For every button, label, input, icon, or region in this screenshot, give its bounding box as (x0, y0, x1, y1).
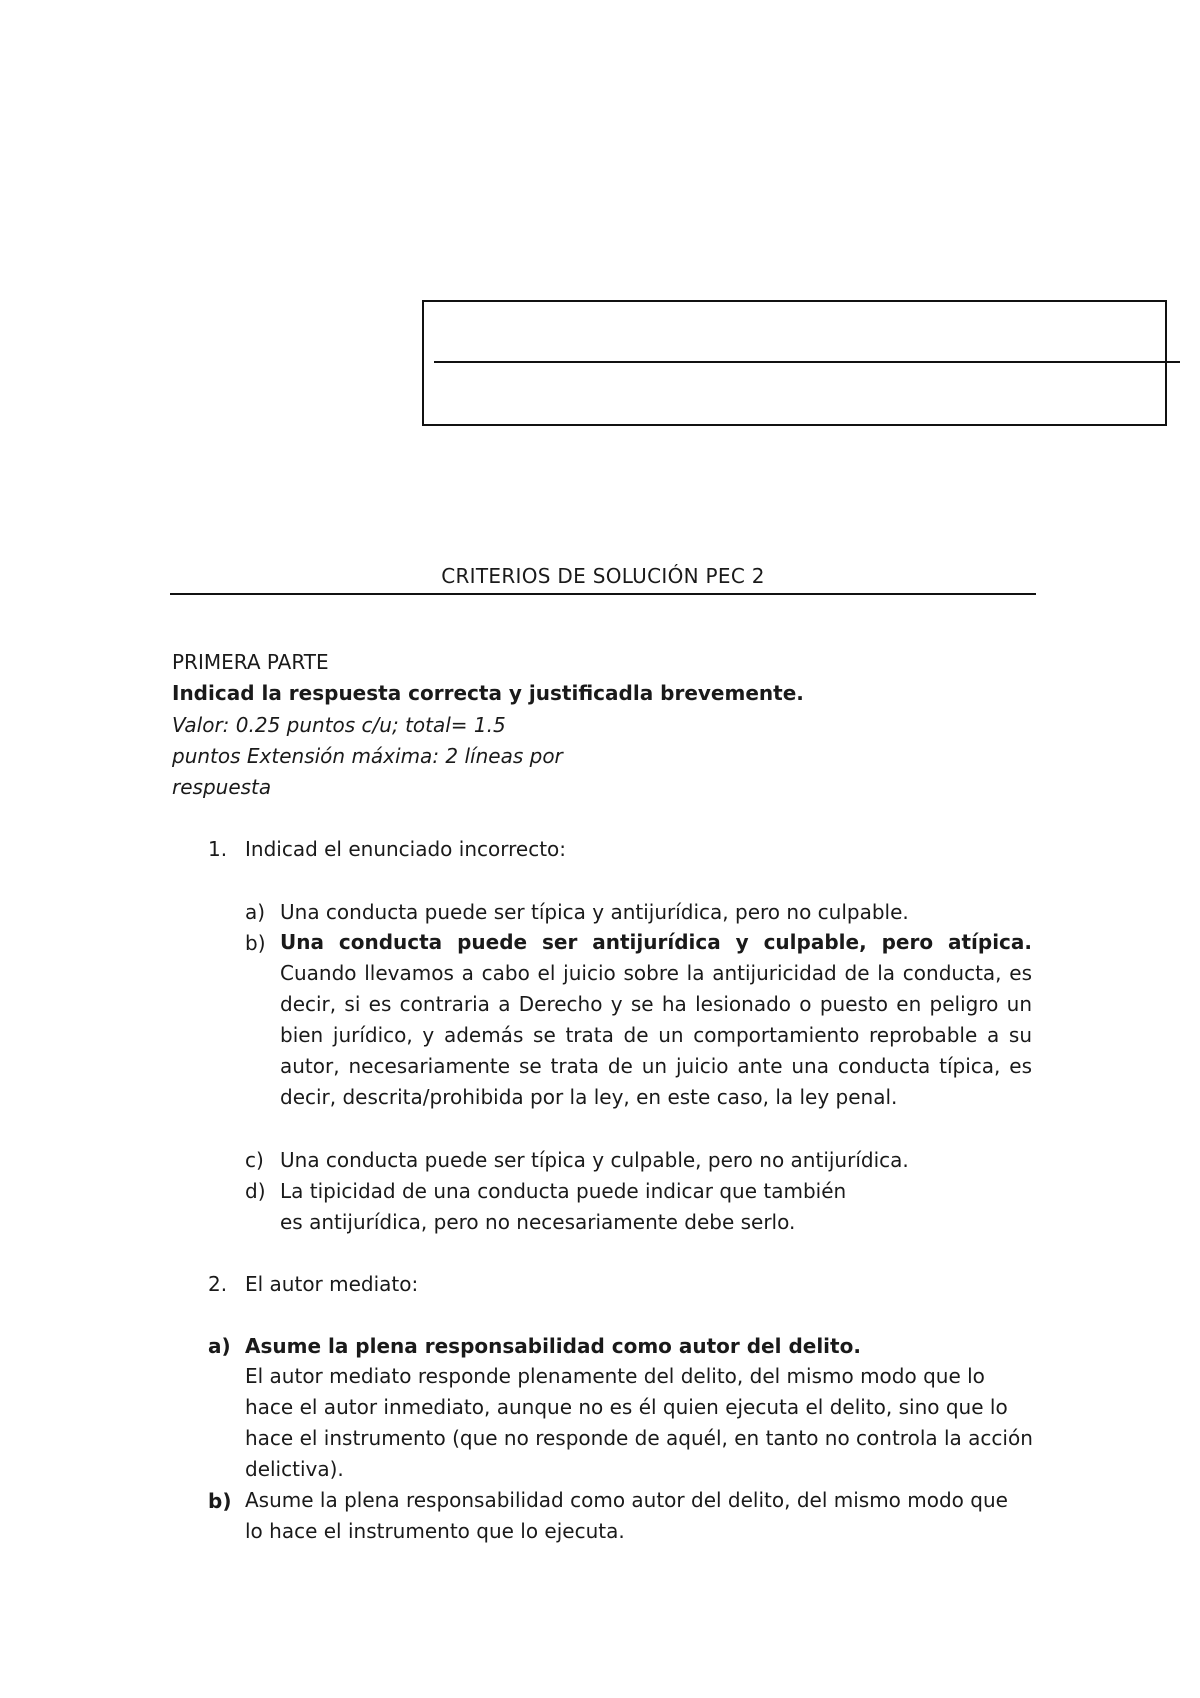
page-title: CRITERIOS DE SOLUCIÓN PEC 2 (441, 564, 765, 588)
option-letter: b) (208, 1489, 232, 1513)
question-number: 1. (208, 837, 228, 861)
correct-answer-text: Una conducta puede ser antijurídica y culpable, pero atípica. (280, 930, 1032, 954)
option-letter: a) (208, 1334, 231, 1358)
option-text: Asume la plena responsabilidad como autor del delito, del mismo modo que lo hace el instrumento que lo ejecuta. (245, 1488, 1008, 1543)
option-letter: d) (245, 1179, 266, 1203)
header-box (422, 300, 1167, 426)
justification-text: Cuando llevamos a cabo el juicio sobre la antijuricidad de la conducta, es decir, si es contraria a Derecho y se ha lesionado o puesto en peligro un bien jurídico, y además se trata de un comportamiento reprobable a su autor, necesariamente se trata de un juicio ante una conducta típica, es decir, descrita/prohibida por la ley, en este caso, la ley penal. (280, 961, 1032, 1109)
option-text: Una conducta puede ser típica y antijurídica, pero no culpable. (280, 900, 909, 924)
option-letter: c) (245, 1148, 264, 1172)
option-text-line: La tipicidad de una conducta puede indicar que también (280, 1179, 847, 1203)
section-heading: PRIMERA PARTE (172, 650, 329, 674)
title-rule (170, 593, 1036, 595)
option-text: Una conducta puede ser típica y culpable, pero no antijurídica. (280, 1148, 909, 1172)
correct-answer-text: Asume la plena responsabilidad como autor del delito. (245, 1334, 861, 1358)
justification-text: El autor mediato responde plenamente del delito, del mismo modo que lo hace el autor inmediato, aunque no es él quien ejecuta el delito, sino que lo hace el instrumento (que no responde de aquél, en tanto no controla la acción delictiva). (245, 1364, 1033, 1481)
header-rule (434, 361, 1180, 363)
section-instruction: Indicad la respuesta correcta y justificadla brevemente. (172, 681, 804, 705)
option-letter: a) (245, 900, 266, 924)
question-prompt: Indicad el enunciado incorrecto: (245, 837, 567, 861)
question-number: 2. (208, 1272, 228, 1296)
option-letter: b) (245, 931, 266, 955)
option-answer-paragraph (280, 927, 1032, 1113)
value-line-2: puntos Extensión máxima: 2 líneas por (172, 744, 563, 768)
option-text-line: es antijurídica, pero no necesariamente debe serlo. (280, 1210, 796, 1234)
question-prompt: El autor mediato: (245, 1272, 419, 1296)
value-line-3: respuesta (172, 775, 272, 799)
value-line-1: Valor: 0.25 puntos c/u; total= 1.5 (172, 713, 506, 737)
